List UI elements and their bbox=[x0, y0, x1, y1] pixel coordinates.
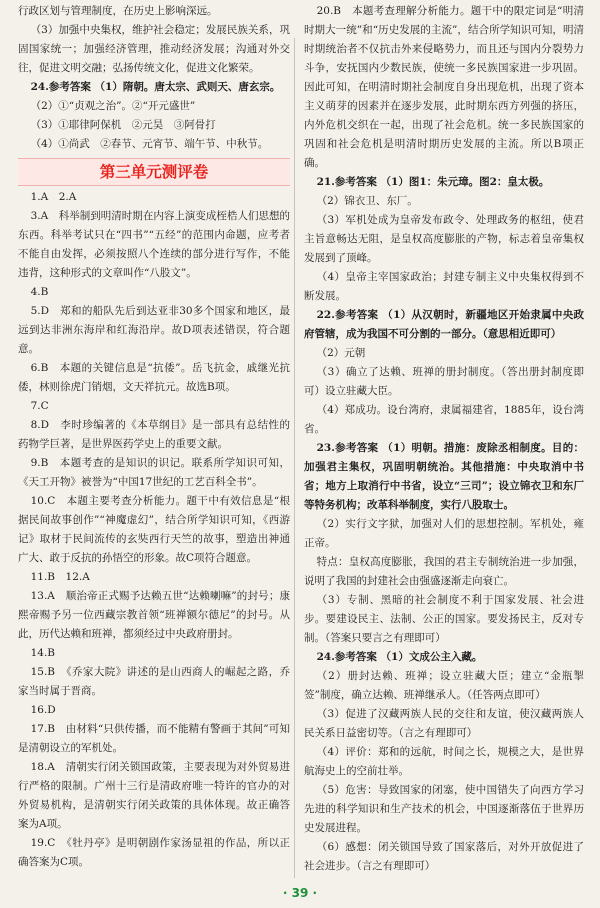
right-column bbox=[304, 0, 584, 876]
answer-line: （4）皇帝主宰国家政治；封建专制主义中央集权得到不断发展。 bbox=[304, 271, 584, 302]
answer-line: （3）军机处成为皇帝发布政令、处理政务的枢纽，使君主旨意畅达无阻，是皇权高度膨胀的产物，标志着皇帝集权发展到了顶峰。 bbox=[304, 214, 584, 264]
answer-line: 24.参考答案 （1）隋朝。唐太宗、武则天、唐玄宗。 bbox=[30, 81, 281, 93]
answer-line: 4.B bbox=[30, 286, 49, 298]
answer-line: （6）感想：闭关锁国导致了国家落后，对外开放促进了社会进步。（言之有理即可） bbox=[304, 841, 584, 872]
answer-line: （2）实行文字狱，加强对人们的思想控制。军机处，雍正帝。 bbox=[304, 518, 584, 549]
answer-line: （4）①尚武 ②春节、元宵节、端午节、中秋节。 bbox=[30, 138, 269, 150]
answer-line: 23.参考答案 （1）明朝。措施：废除丞相制度。目的：加强君主集权，巩固明朝统治。其他措施：中央取消中书省；地方上取消行中书省，设立“三司”；设立锦衣卫和东厂等特务机构；改革科举制度，实行八股取士。 bbox=[304, 442, 584, 511]
answer-line: （3）促进了汉藏两族人民的交往和友谊，使汉藏两族人民关系日益密切等。（言之有理即可） bbox=[304, 708, 584, 739]
answer-line: 13.A 顺治帝正式赐予达赖五世“达赖喇嘛”的封号；康熙帝赐予另一位西藏宗教首领“班禅额尔德尼”的封号。从此，历代达赖和班禅，都须经过中央政府册封。 bbox=[18, 590, 290, 640]
answer-line: （4）郑成功。设台湾府，隶属福建省，1885年，设台湾省。 bbox=[304, 404, 584, 435]
answer-line: 1.A 2.A bbox=[30, 191, 77, 203]
answer-line: （3）加强中央集权，维护社会稳定；发展民族关系，巩固国家统一；加强经济管理，推动经济发展；沟通对外交往，促进文明交融；弘扬传统文化，促进文化繁荣。 bbox=[18, 24, 290, 74]
answer-line: 5.D 郑和的船队先后到达亚非30多个国家和地区，最远到达非洲东海岸和红海沿岸。故D项表述错误，符合题意。 bbox=[18, 305, 290, 355]
answer-line: （5）危害：导致国家的闭塞，使中国错失了向西方学习先进的科学知识和生产技术的机会，中国逐渐落伍于世界历史发展进程。 bbox=[304, 784, 584, 834]
answer-line: 14.B bbox=[30, 647, 56, 659]
answer-line: 10.C 本题主要考查分析能力。题干中有效信息是“根据民间故事创作”“神魔虚幻”，结合所学知识可知，《西游记》取材于民间流传的玄奘西行天竺的故事，塑造出神通广大、敢于反抗的孙悟空的形象。故C项符合题意。 bbox=[18, 495, 290, 564]
answer-line: 9.B 本题考查的是知识的识记。联系所学知识可知，《天工开物》被誉为“中国17世纪的工艺百科全书”。 bbox=[18, 457, 290, 488]
answer-line: 22.参考答案 （1）从汉朝时，新疆地区开始隶属中央政府管辖，成为我国不可分割的一部分。（意思相近即可） bbox=[304, 309, 584, 340]
answer-line: （2）①“贞观之治”。②“开元盛世” bbox=[30, 100, 196, 112]
answer-line: （4）评价：郑和的远航，时间之长，规模之大，是世界航海史上的空前壮举。 bbox=[304, 746, 584, 777]
section-heading: 第三单元测评卷 bbox=[18, 158, 290, 186]
page-number: · 39 · bbox=[282, 886, 318, 900]
answer-line: 24.参考答案 （1）文成公主入藏。 bbox=[316, 651, 483, 663]
answer-line: 6.B 本题的关键信息是“抗倭”。岳飞抗金，戚继光抗倭，林则徐虎门销烟，文天祥抗元。故选B项。 bbox=[18, 362, 290, 393]
answer-line: 21.参考答案 （1）图1：朱元璋。图2：皇太极。 bbox=[316, 176, 550, 188]
answer-line: 18.A 清朝实行闭关锁国政策，主要表现为对外贸易进行严格的限制。广州十三行是清政府唯一特许的官办的对外贸易机构，是清朝实行闭关政策的具体体现。故正确答案为A项。 bbox=[18, 761, 290, 830]
answer-line: 行政区划与管理制度，在历史上影响深远。 bbox=[18, 5, 218, 17]
answer-line: 8.D 李时珍编著的《本草纲目》是一部具有总结性的药物学巨著，是世界医药学史上的重要文献。 bbox=[18, 419, 290, 450]
answer-line: 特点：皇权高度膨胀，我国的君主专制统治进一步加强，说明了我国的封建社会由强盛逐渐走向衰亡。 bbox=[304, 556, 584, 587]
answer-line: 17.B 由材料“只供传播，而不能精有警画于其间”可知是清朝设立的军机处。 bbox=[18, 723, 290, 754]
answer-line: 15.B 《乔家大院》讲述的是山西商人的崛起之路，乔家当时属于晋商。 bbox=[18, 666, 290, 697]
answer-line: （2）锦衣卫、东厂。 bbox=[316, 195, 418, 207]
answer-line: 19.C 《牡丹亭》是明朝剧作家汤显祖的作品，所以正确答案为C项。 bbox=[18, 837, 290, 868]
answer-line: 20.B 本题考查理解分析能力。题干中的限定词是“明清时期大一统”和“历史发展的主流”，结合所学知识可知，明清时期统治者不仅抗击外来侵略势力，而且还与国内分裂势力斗争，安抚国内少数民族，使统一多民族国家进一步巩固。因此可知，在明清时期社会制度自身出现危机，出现了资本主义萌芽的因素并在逐步发展，此时期东西方列强的挤压，内外危机交织在一起，出现了社会危机。统一多民族国家的巩固和社会危机是明清时期历史发展的主流。所以B项正确。 bbox=[304, 5, 584, 169]
answer-line: 7.C bbox=[30, 400, 49, 412]
answer-line: （3）专制、黑暗的社会制度不利于国家发展、社会进步。要建设民主、法制、公正的国家。要发扬民主，反对专制。（答案只要言之有理即可） bbox=[304, 594, 584, 644]
answer-line: 16.D bbox=[30, 704, 56, 716]
answer-line: （3）确立了达赖、班禅的册封制度。（答出册封制度即可）设立驻藏大臣。 bbox=[304, 366, 584, 397]
answer-line: （2）册封达赖、班禅；设立驻藏大臣；建立“金瓶掣签”制度，确立达赖、班禅继承人。（任答两点即可） bbox=[304, 670, 584, 701]
answer-line: 11.B 12.A bbox=[30, 571, 90, 583]
left-column bbox=[18, 0, 290, 872]
answer-line: 3.A 科举制到明清时期在内容上演变成桎梏人们思想的东西。科举考试只在“四书”“五经”的范围内命题，应考者不能自由发挥，必须按照八个连续的部分进行写作，不能违背，这种形式的文章叫作“八股文”。 bbox=[18, 210, 290, 279]
answer-line: （2）元朝 bbox=[316, 347, 366, 359]
column-divider bbox=[294, 38, 295, 878]
answer-line: （3）①耶律阿保机 ②元昊 ③阿骨打 bbox=[30, 119, 216, 131]
